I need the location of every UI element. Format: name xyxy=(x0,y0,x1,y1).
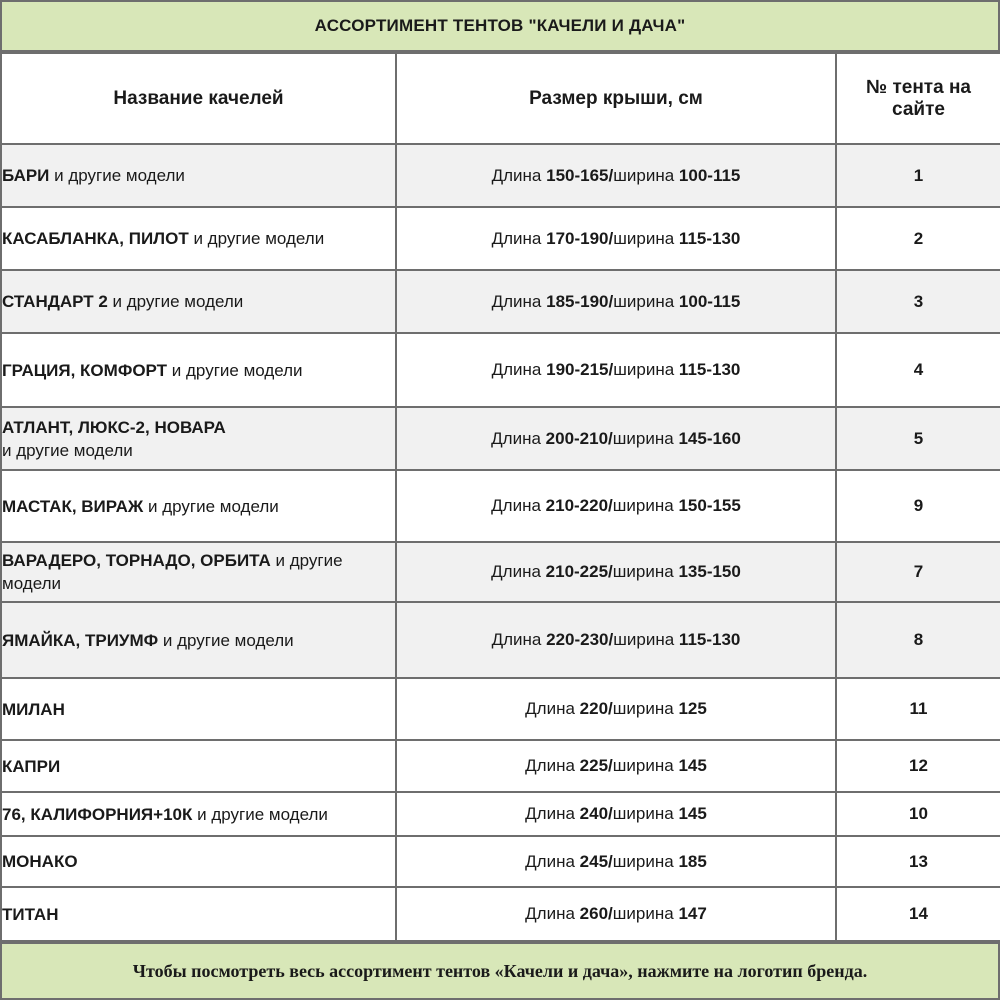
length-value: 210-220 xyxy=(545,496,609,515)
roof-size-cell: Длина 210-225/ширина 135-150 xyxy=(396,542,836,602)
table-row xyxy=(1,407,1000,470)
roof-size-cell: Длина 245/ширина 185 xyxy=(396,836,836,887)
length-word: Длина xyxy=(491,291,542,311)
width-word: ширина xyxy=(612,428,674,448)
length-value: 225 xyxy=(579,756,609,775)
length-value: 240 xyxy=(579,804,609,823)
tent-number-cell: 10 xyxy=(836,792,1000,836)
swing-model-suffix: и другие модели xyxy=(107,292,244,311)
width-word: ширина xyxy=(612,496,674,515)
table-title: АССОРТИМЕНТ ТЕНТОВ "КАЧЕЛИ И ДАЧА" xyxy=(0,0,1000,52)
table-row xyxy=(1,887,1000,941)
tent-number-cell: 12 xyxy=(836,740,1000,792)
swing-model-suffix: и другие модели xyxy=(2,440,133,460)
tent-number-cell: 9 xyxy=(836,470,1000,542)
swing-name-cell xyxy=(1,144,396,207)
swing-model-names: БАРИ xyxy=(2,166,50,185)
roof-size-cell: Длина 200-210/ширина 145-160 xyxy=(396,407,836,470)
swing-name-cell xyxy=(1,207,396,270)
width-word: ширина xyxy=(613,360,675,379)
length-word: Длина xyxy=(491,165,542,185)
swing-name-cell xyxy=(1,792,396,836)
header-number: № тента на сайте xyxy=(836,53,1000,144)
swing-name-cell xyxy=(1,270,396,333)
tent-number-cell: 5 xyxy=(836,407,1000,470)
length-word: Длина xyxy=(525,756,575,775)
tent-number-cell: 1 xyxy=(836,144,1000,207)
width-value: 147 xyxy=(678,904,707,923)
width-value: 145 xyxy=(678,756,707,775)
width-value: 115-130 xyxy=(678,630,741,649)
table-row xyxy=(1,207,1000,270)
table-row xyxy=(1,836,1000,887)
swing-name-cell xyxy=(1,678,396,740)
length-value: 170-190 xyxy=(546,228,609,248)
length-word: Длина xyxy=(491,360,542,379)
swing-model-names: ТИТАН xyxy=(2,904,59,924)
width-word: ширина xyxy=(612,756,674,775)
length-word: Длина xyxy=(491,496,541,515)
swing-model-suffix: и другие модели xyxy=(143,496,279,516)
swing-model-names: МОНАКО xyxy=(2,852,78,871)
swing-model-suffix: и другие модели xyxy=(2,551,343,593)
roof-size-cell: Длина 150-165/ширина 100-115 xyxy=(396,144,836,207)
length-value: 185-190 xyxy=(546,291,609,311)
table-row xyxy=(1,740,1000,792)
table-row xyxy=(1,144,1000,207)
tent-number-cell: 2 xyxy=(836,207,1000,270)
swing-model-names: ЯМАЙКА, ТРИУМФ xyxy=(2,630,159,650)
length-word: Длина xyxy=(525,904,575,923)
length-word: Длина xyxy=(525,851,575,871)
swing-model-names: 76, КАЛИФОРНИЯ+10К xyxy=(2,804,193,824)
swing-model-names: АТЛАНТ, ЛЮКС-2, НОВАРА xyxy=(2,417,226,437)
width-word: ширина xyxy=(613,630,675,649)
roof-size-cell: Длина 190-215/ширина 115-130 xyxy=(396,333,836,407)
swing-model-suffix: и другие модели xyxy=(49,166,185,185)
swing-model-suffix: и другие модели xyxy=(158,630,294,650)
tent-number-cell: 8 xyxy=(836,602,1000,678)
swing-name-cell xyxy=(1,836,396,887)
length-value: 200-210 xyxy=(545,428,609,448)
roof-size-cell: Длина 240/ширина 145 xyxy=(396,792,836,836)
tent-number-cell: 4 xyxy=(836,333,1000,407)
swing-model-suffix: и другие модели xyxy=(167,360,303,380)
length-word: Длина xyxy=(491,228,542,248)
width-word: ширина xyxy=(613,165,675,185)
tent-number-cell: 7 xyxy=(836,542,1000,602)
roof-size-cell: Длина 210-220/ширина 150-155 xyxy=(396,470,836,542)
swing-name-cell xyxy=(1,333,396,407)
swing-model-names: КАСАБЛАНКА, ПИЛОТ xyxy=(2,229,189,248)
length-value: 220-230 xyxy=(546,630,609,649)
swing-model-names: КАПРИ xyxy=(2,756,61,776)
swing-model-names: МАСТАК, ВИРАЖ xyxy=(2,496,144,516)
roof-size-cell: Длина 260/ширина 147 xyxy=(396,887,836,941)
tent-number-cell: 11 xyxy=(836,678,1000,740)
roof-size-cell: Длина 170-190/ширина 115-130 xyxy=(396,207,836,270)
table-body xyxy=(1,144,1000,941)
length-value: 190-215 xyxy=(546,360,609,379)
width-value: 185 xyxy=(678,851,707,871)
width-value: 125 xyxy=(678,699,707,718)
swing-model-suffix: и другие модели xyxy=(188,229,325,248)
table-row xyxy=(1,270,1000,333)
width-word: ширина xyxy=(613,228,675,248)
length-value: 220 xyxy=(579,699,609,718)
length-word: Длина xyxy=(525,804,575,823)
width-value: 145 xyxy=(678,804,707,823)
width-value: 115-130 xyxy=(678,360,741,379)
table-row xyxy=(1,542,1000,602)
tent-number-cell: 14 xyxy=(836,887,1000,941)
table-row xyxy=(1,678,1000,740)
header-name: Название качелей xyxy=(1,53,396,144)
length-value: 150-165 xyxy=(546,165,609,185)
width-value: 100-115 xyxy=(678,165,741,185)
swing-name-cell xyxy=(1,470,396,542)
width-word: ширина xyxy=(613,291,675,311)
swing-name-cell xyxy=(1,602,396,678)
width-value: 100-115 xyxy=(678,291,741,311)
table-row xyxy=(1,470,1000,542)
swing-model-suffix: и другие модели xyxy=(192,804,328,824)
swing-name-cell xyxy=(1,887,396,941)
width-word: ширина xyxy=(612,804,674,823)
length-word: Длина xyxy=(491,630,542,649)
tent-number-cell: 3 xyxy=(836,270,1000,333)
length-word: Длина xyxy=(525,699,575,718)
roof-size-cell: Длина 185-190/ширина 100-115 xyxy=(396,270,836,333)
swing-name-cell xyxy=(1,740,396,792)
width-word: ширина xyxy=(612,851,674,871)
length-word: Длина xyxy=(491,562,541,581)
length-value: 245 xyxy=(579,851,609,871)
width-word: ширина xyxy=(612,562,674,581)
footer-note: Чтобы посмотреть весь ассортимент тентов «Качели и дача», нажмите на логотип бренда. xyxy=(0,942,1000,1000)
table-row xyxy=(1,792,1000,836)
width-value: 115-130 xyxy=(678,228,741,248)
width-value: 145-160 xyxy=(678,428,741,448)
length-value: 260 xyxy=(579,904,609,923)
table-row xyxy=(1,602,1000,678)
width-word: ширина xyxy=(612,904,674,923)
table-row xyxy=(1,333,1000,407)
swing-name-cell xyxy=(1,407,396,470)
swing-model-names: МИЛАН xyxy=(2,699,65,719)
roof-size-cell: Длина 220/ширина 125 xyxy=(396,678,836,740)
roof-size-cell: Длина 225/ширина 145 xyxy=(396,740,836,792)
swing-model-names: ВАРАДЕРО, ТОРНАДО, ОРБИТА xyxy=(2,551,271,570)
width-value: 150-155 xyxy=(678,496,741,515)
length-value: 210-225 xyxy=(545,562,609,581)
swing-model-names: СТАНДАРТ 2 xyxy=(2,292,108,311)
width-word: ширина xyxy=(612,699,674,718)
tent-number-cell: 13 xyxy=(836,836,1000,887)
header-size: Размер крыши, см xyxy=(396,53,836,144)
roof-size-cell: Длина 220-230/ширина 115-130 xyxy=(396,602,836,678)
swing-name-cell xyxy=(1,542,396,602)
tent-table xyxy=(0,52,1000,942)
length-word: Длина xyxy=(491,428,541,448)
header-row xyxy=(1,53,1000,144)
width-value: 135-150 xyxy=(678,562,741,581)
swing-model-names: ГРАЦИЯ, КОМФОРТ xyxy=(2,360,168,380)
